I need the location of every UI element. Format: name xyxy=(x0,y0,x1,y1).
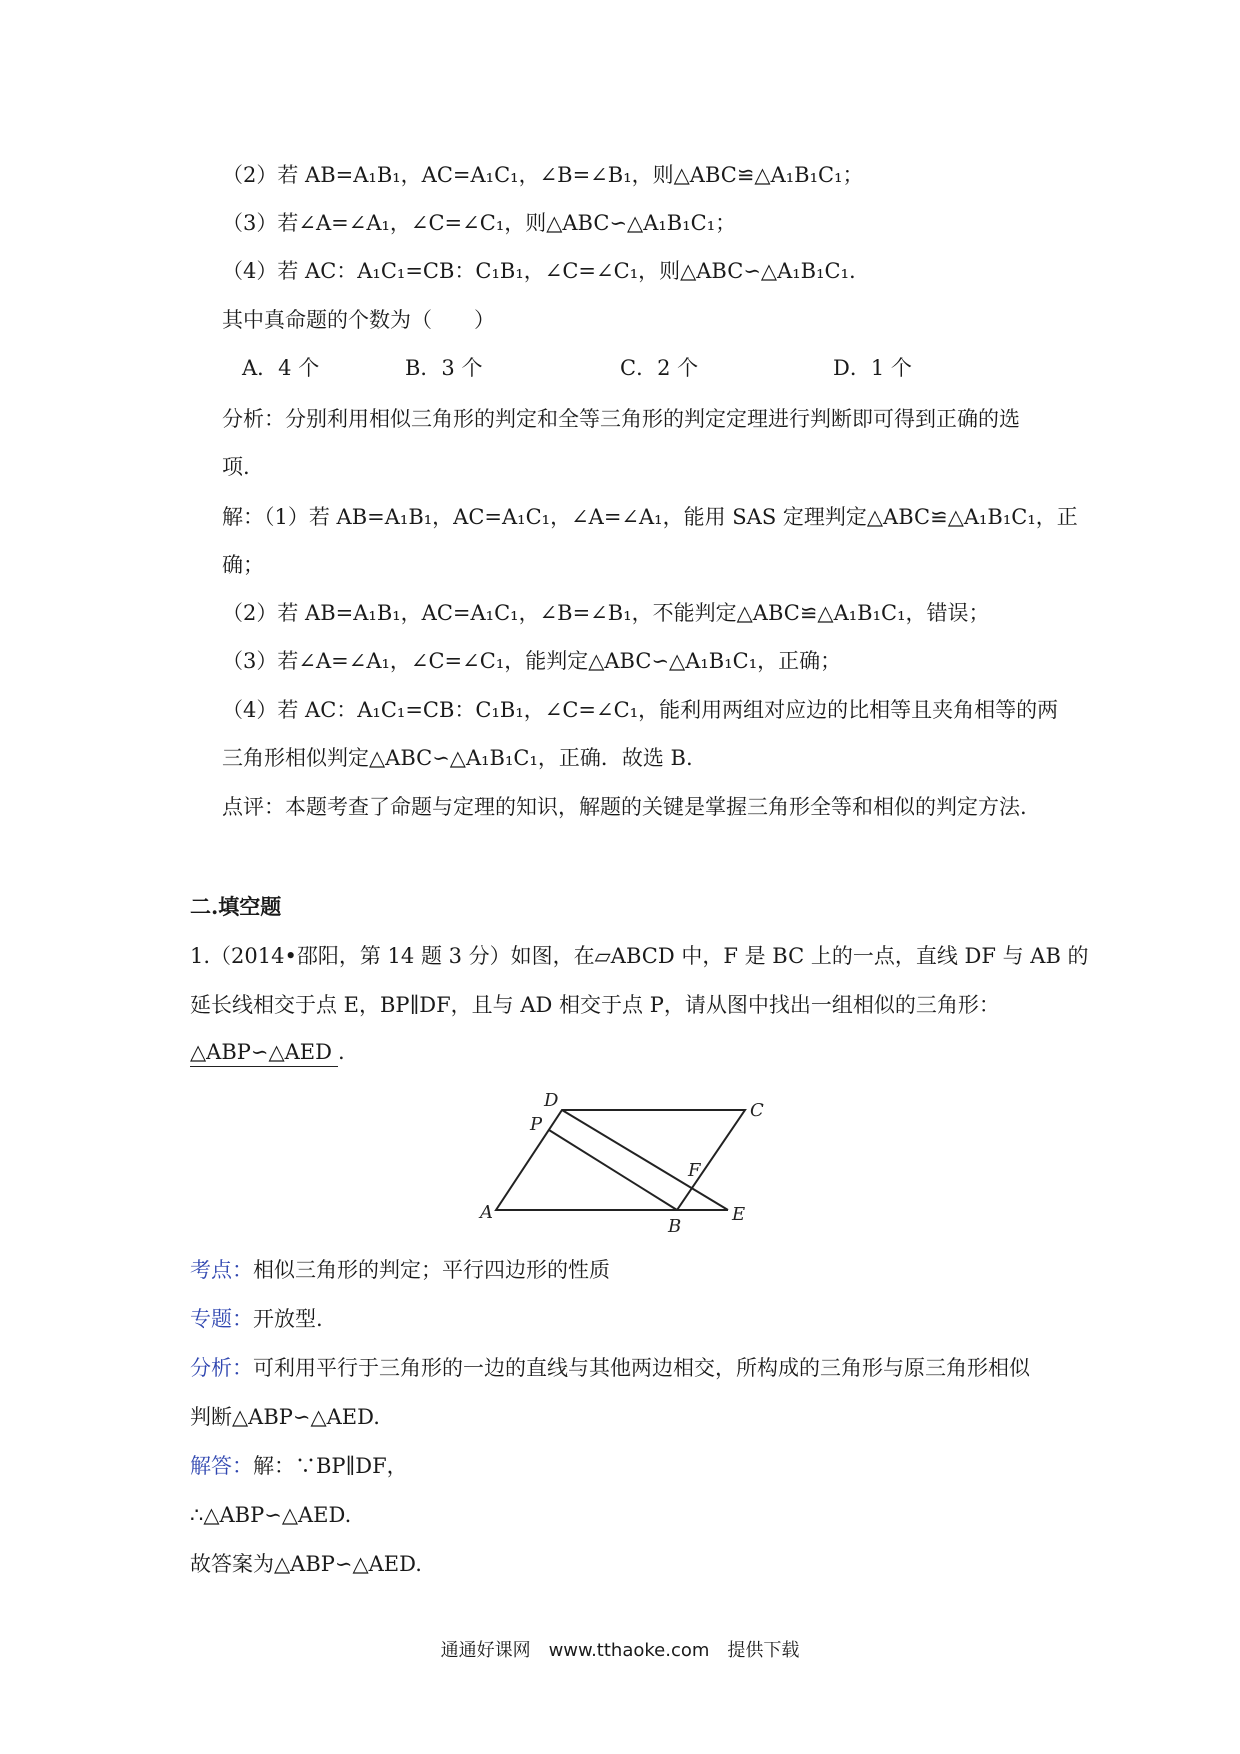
solution-2: （2）若 AB=A₁B₁，AC=A₁C₁，∠B=∠B₁，不能判定△ABC≌△A₁B₁C₁，错误； xyxy=(222,601,990,625)
jieda-text: 解：∵BP∥DF， xyxy=(253,1454,408,1478)
label-c: C xyxy=(750,1100,764,1121)
item-2: （2）若 AB=A₁B₁，AC=A₁C₁，∠B=∠B₁，则△ABC≌△A₁B₁C₁； xyxy=(222,163,864,187)
jieda-line-3: 故答案为△ABP∽△AED. xyxy=(190,1552,422,1576)
zhuanti-line xyxy=(190,1304,323,1334)
label-p: P xyxy=(530,1114,543,1135)
jieda-line-2: ∴△ABP∽△AED. xyxy=(190,1503,352,1527)
option-d: D．1 个 xyxy=(833,356,912,380)
option-b: B．3 个 xyxy=(405,356,483,380)
solution-3: （3）若∠A=∠A₁，∠C=∠C₁，能判定△ABC∽△A₁B₁C₁，正确； xyxy=(222,649,842,673)
zhuanti-text: 开放型. xyxy=(253,1307,323,1331)
fenxi-line-2: 判断△ABP∽△AED. xyxy=(190,1405,380,1429)
option-c: C．2 个 xyxy=(620,356,699,380)
label-e: E xyxy=(732,1204,746,1225)
item-4: （4）若 AC：A₁C₁=CB：C₁B₁，∠C=∠C₁，则△ABC∽△A₁B₁C₁. xyxy=(222,259,856,283)
label-b: B xyxy=(668,1216,682,1233)
zhuanti-label: 专题： xyxy=(190,1307,253,1331)
line-de xyxy=(562,1110,728,1210)
fenxi-line-1 xyxy=(190,1353,1030,1383)
analysis-line-1: 分析：分别利用相似三角形的判定和全等三角形的判定定理进行判断即可得到正确的选 xyxy=(222,407,1020,431)
option-a: A．4 个 xyxy=(242,356,320,380)
problem-line-2: 延长线相交于点 E，BP∥DF，且与 AD 相交于点 P，请从图中找出一组相似的三角形： xyxy=(190,993,1000,1017)
kaodian-label: 考点： xyxy=(190,1258,253,1282)
question-text: 其中真命题的个数为（ ） xyxy=(222,308,495,332)
jieda-label: 解答： xyxy=(190,1454,253,1478)
solution-4b: 三角形相似判定△ABC∽△A₁B₁C₁，正确．故选 B. xyxy=(222,746,693,770)
kaodian-line xyxy=(190,1255,610,1285)
section-title: 二.填空题 xyxy=(190,894,282,919)
fenxi-label: 分析： xyxy=(190,1356,253,1380)
kaodian-text: 相似三角形的判定；平行四边形的性质 xyxy=(253,1258,610,1282)
analysis-line-2: 项. xyxy=(222,455,250,479)
parallelogram-figure xyxy=(470,1088,790,1233)
fenxi-text: 可利用平行于三角形的一边的直线与其他两边相交，所构成的三角形与原三角形相似 xyxy=(253,1356,1030,1380)
label-a: A xyxy=(480,1202,493,1223)
label-f: F xyxy=(688,1160,701,1181)
page-footer: 通通好课网 www.tthaoke.com 提供下载 xyxy=(440,1640,800,1661)
answer-blank: △ABP∽△AED xyxy=(190,1040,338,1067)
problem-answer-line xyxy=(190,1037,345,1067)
item-3: （3）若∠A=∠A₁，∠C=∠C₁，则△ABC∽△A₁B₁C₁； xyxy=(222,211,737,235)
jieda-line-1 xyxy=(190,1451,408,1481)
line-bp xyxy=(549,1130,677,1210)
answer-end: . xyxy=(337,1040,345,1064)
solution-4a: （4）若 AC：A₁C₁=CB：C₁B₁，∠C=∠C₁，能利用两组对应边的比相等且夹角相等的两 xyxy=(222,698,1059,722)
problem-line-1: 1.（2014•邵阳，第 14 题 3 分）如图，在▱ABCD 中，F 是 BC 上的一点，直线 DF 与 AB 的 xyxy=(190,944,1089,968)
label-d: D xyxy=(544,1090,559,1111)
comment: 点评：本题考查了命题与定理的知识，解题的关键是掌握三角形全等和相似的判定方法. xyxy=(222,795,1027,819)
solution-1a: 解：（1）若 AB=A₁B₁，AC=A₁C₁，∠A=∠A₁，能用 SAS 定理判定△ABC≌△A₁B₁C₁，正 xyxy=(222,505,1078,529)
solution-1b: 确； xyxy=(222,553,264,577)
